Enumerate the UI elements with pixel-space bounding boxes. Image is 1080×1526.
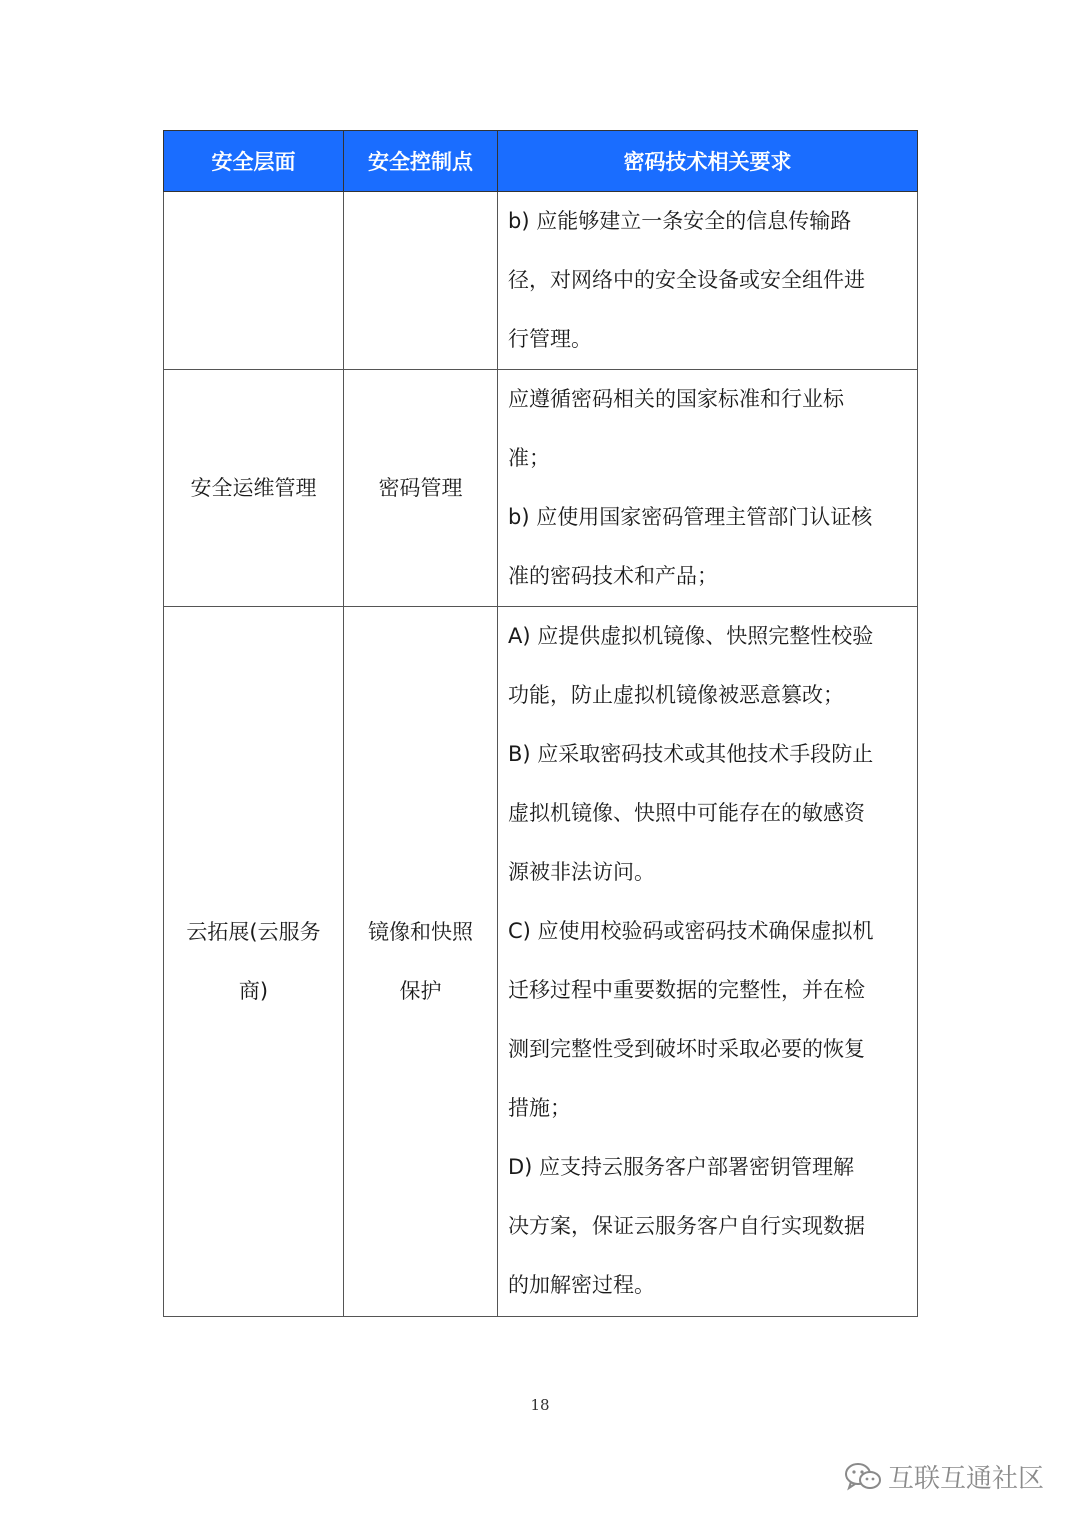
cell-requirements [498,607,918,1317]
requirement-line: 功能，防止虚拟机镜像被恶意篡改； [508,683,844,707]
requirement-line: 准； [508,446,550,470]
requirement-line: 措施； [508,1096,571,1120]
cell-requirements [498,370,918,607]
table-header-row [164,131,918,192]
requirement-line: D) 应支持云服务客户部署密钥管理解 [508,1155,855,1179]
requirement-line: 的加解密过程。 [508,1273,655,1297]
cell-layer: 安全运维管理 [164,370,344,607]
wechat-icon [844,1462,882,1492]
requirement-line: 径，对网络中的安全设备或安全组件进 [508,268,865,292]
table-row [164,607,918,1317]
cell-control [344,192,498,370]
requirements-table [163,130,918,1317]
requirement-line: 应遵循密码相关的国家标准和行业标 [508,387,844,411]
table-row [164,192,918,370]
watermark [844,1458,1044,1495]
requirement-line: 准的密码技术和产品； [508,564,718,588]
cell-control: 镜像和快照保护 [344,607,498,1317]
requirement-line: 迁移过程中重要数据的完整性，并在检 [508,978,865,1002]
cell-requirements [498,192,918,370]
requirement-line: b) 应能够建立一条安全的信息传输路 [508,209,852,233]
header-security-layer: 安全层面 [164,131,344,192]
header-crypto-requirements: 密码技术相关要求 [498,131,918,192]
requirement-line: 行管理。 [508,327,592,351]
requirement-line: 虚拟机镜像、快照中可能存在的敏感资 [508,801,865,825]
requirement-line: 决方案，保证云服务客户自行实现数据 [508,1214,865,1238]
requirement-line: b) 应使用国家密码管理主管部门认证核 [508,505,873,529]
requirement-line: 测到完整性受到破坏时采取必要的恢复 [508,1037,865,1061]
requirement-line: A) 应提供虚拟机镜像、快照完整性校验 [508,624,874,648]
watermark-text: 互联互通社区 [887,1464,1044,1494]
requirement-line: C) 应使用校验码或密码技术确保虚拟机 [508,919,874,943]
requirement-line: 源被非法访问。 [508,860,655,884]
header-control-point: 安全控制点 [344,131,498,192]
cell-control: 密码管理 [344,370,498,607]
table-row [164,370,918,607]
cell-layer [164,192,344,370]
cell-layer: 云拓展(云服务商) [164,607,344,1317]
requirement-line: B) 应采取密码技术或其他技术手段防止 [508,742,874,766]
page-number: 18 [530,1396,550,1414]
